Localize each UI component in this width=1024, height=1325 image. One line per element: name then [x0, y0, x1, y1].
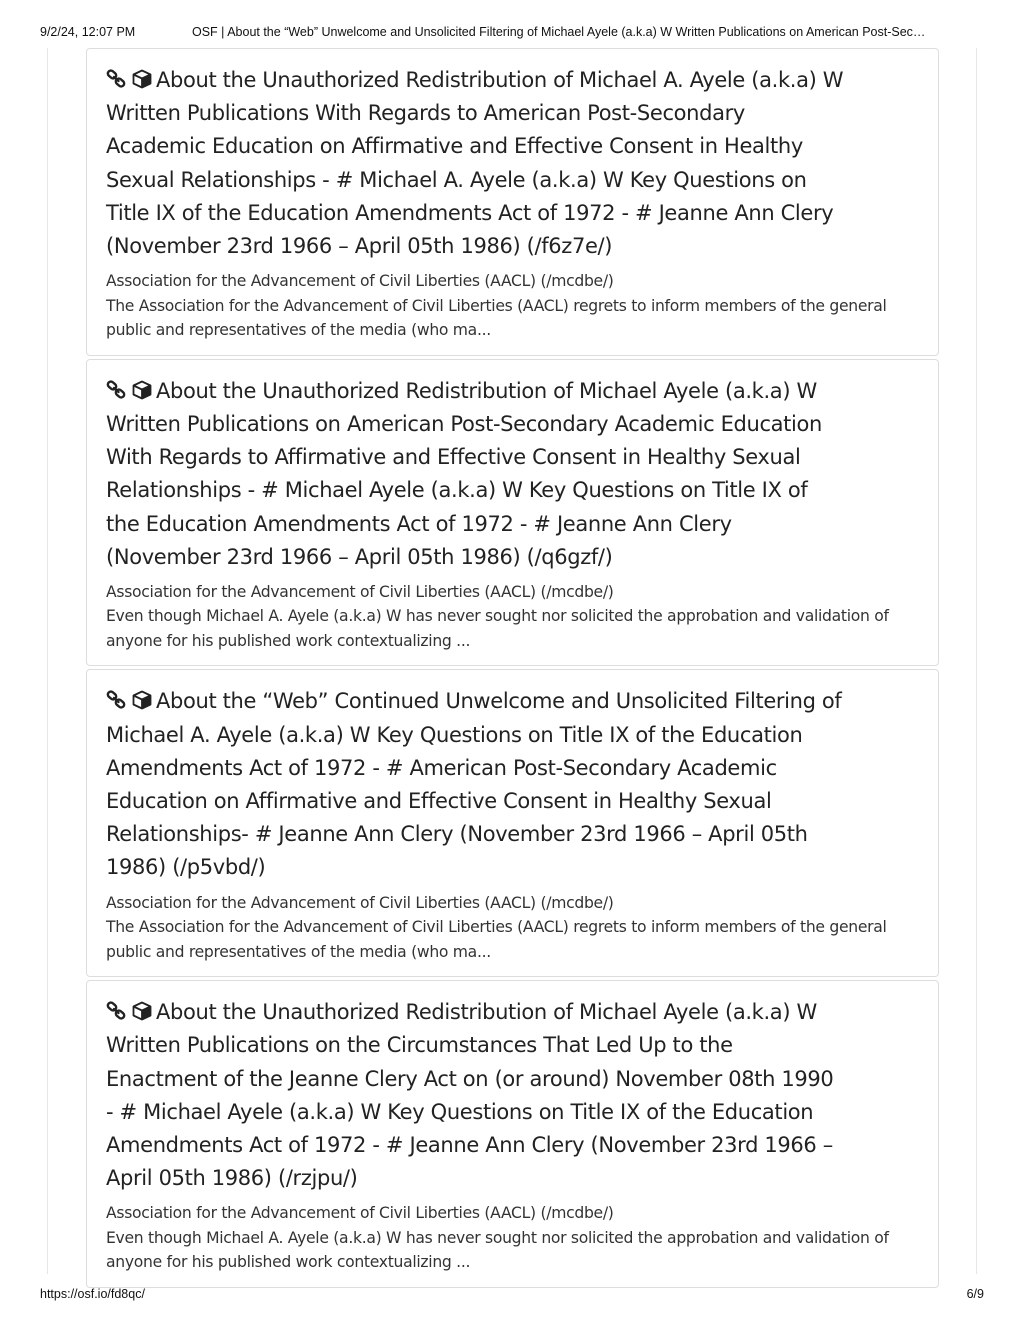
- print-page-number: 6/9: [966, 1287, 984, 1301]
- link-icon: [106, 69, 128, 89]
- page-border-left: [47, 48, 48, 1274]
- result-snippet: Even though Michael A. Ayele (a.k.a) W has never sought nor solicited the approbation and validation of anyone for his published work contextualizing ...: [106, 1228, 889, 1272]
- print-url: https://osf.io/fd8qc/: [40, 1287, 145, 1301]
- print-date: 9/2/24, 12:07 PM: [40, 25, 136, 39]
- print-footer: [40, 1287, 984, 1303]
- print-header: [40, 25, 990, 41]
- result-meta: [106, 1201, 919, 1275]
- link-icon: [106, 690, 128, 710]
- cube-icon: [131, 1001, 153, 1021]
- cube-icon: [131, 69, 153, 89]
- result-title: [106, 685, 846, 884]
- result-snippet: Even though Michael A. Ayele (a.k.a) W has never sought nor solicited the approbation and validation of anyone for his published work contextualizing ...: [106, 607, 889, 650]
- result-title: [106, 375, 846, 574]
- search-result-card: [86, 669, 939, 977]
- result-meta: [106, 580, 919, 654]
- search-results-list: [86, 48, 939, 1291]
- search-result-card: [86, 359, 939, 667]
- result-contributor-link[interactable]: Association for the Advancement of Civil Liberties (AACL) (/mcdbe/): [106, 893, 614, 912]
- result-snippet: The Association for the Advancement of Civil Liberties (AACL) regrets to inform members of the general public and representatives of the media (who ma...: [106, 918, 887, 961]
- result-meta: [106, 891, 919, 965]
- result-snippet: The Association for the Advancement of Civil Liberties (AACL) regrets to inform members of the general public and representatives of the media (who ma...: [106, 296, 887, 340]
- result-contributor-link[interactable]: Association for the Advancement of Civil Liberties (AACL) (/mcdbe/): [106, 1204, 614, 1223]
- result-meta: [106, 269, 919, 343]
- print-doc-title: OSF | About the “Web” Unwelcome and Unsolicited Filtering of Michael Ayele (a.k.a) W Written Publications on American Post-Sec…: [192, 25, 926, 39]
- result-title-link[interactable]: About the Unauthorized Redistribution of Michael Ayele (a.k.a) W Written Publications on American Post-Secondary Academic Education With Regards to Affirmative and Effective Consent in Healthy Sexual Relationships - # Michael Ayele (a.k.a) W Key Questions on Title IX of the Education Amendments Act of 1972 - # Jeanne Ann Clery (November 23rd 1966 – April 05th 1986) (/q6gzf/): [106, 378, 822, 569]
- result-title: [106, 996, 846, 1195]
- result-title-link[interactable]: About the Unauthorized Redistribution of Michael Ayele (a.k.a) W Written Publications on the Circumstances That Led Up to the Enactment of the Jeanne Clery Act on (or around) November 08th 1990 - # Michael Ayele (a.k.a) W Key Questions on Title IX of the Education Amendments Act of 1972 - # Jeanne Ann Clery (November 23rd 1966 – April 05th 1986) (/rzjpu/): [106, 1000, 834, 1191]
- result-contributor-link[interactable]: Association for the Advancement of Civil Liberties (AACL) (/mcdbe/): [106, 582, 614, 601]
- link-icon: [106, 380, 128, 400]
- cube-icon: [131, 690, 153, 710]
- link-icon: [106, 1001, 128, 1021]
- result-contributor-link[interactable]: Association for the Advancement of Civil Liberties (AACL) (/mcdbe/): [106, 272, 614, 291]
- result-title: [106, 64, 846, 263]
- result-title-link[interactable]: About the Unauthorized Redistribution of Michael A. Ayele (a.k.a) W Written Publications With Regards to American Post-Secondary Academic Education on Affirmative and Effective Consent in Healthy Sexual Relationships - # Michael A. Ayele (a.k.a) W Key Questions on Title IX of the Education Amendments Act of 1972 - # Jeanne Ann Clery (November 23rd 1966 – April 05th 1986) (/f6z7e/): [106, 68, 844, 259]
- search-result-card: [86, 980, 939, 1288]
- result-title-link[interactable]: About the “Web” Continued Unwelcome and Unsolicited Filtering of Michael A. Ayele (a.k.a) W Key Questions on Title IX of the Education Amendments Act of 1972 - # American Post-Secondary Academic Education on Affirmative and Effective Consent in Healthy Sexual Relationships- # Jeanne Ann Clery (November 23rd 1966 – April 05th 1986) (/p5vbd/): [106, 689, 842, 880]
- page-border-right: [976, 48, 977, 1274]
- cube-icon: [131, 380, 153, 400]
- search-result-card: [86, 48, 939, 356]
